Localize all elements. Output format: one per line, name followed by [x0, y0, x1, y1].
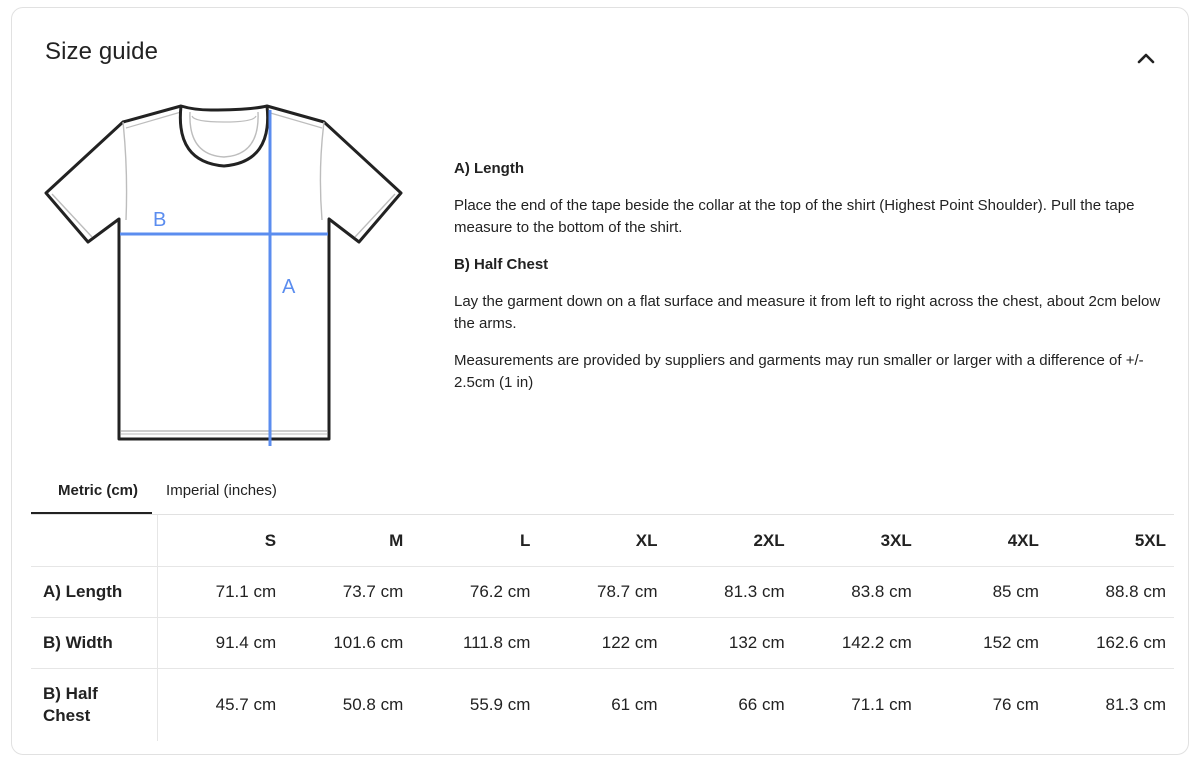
size-table: [31, 515, 1174, 741]
table-cell: 81.3 cm: [666, 567, 793, 618]
table-cell: 85 cm: [920, 567, 1047, 618]
collapse-button[interactable]: [1130, 42, 1162, 74]
table-cell: 111.8 cm: [411, 618, 538, 669]
table-row: [31, 618, 1174, 669]
table-cell: 76 cm: [992, 695, 1039, 714]
chest-text: Lay the garment down on a flat surface and measure it from left to right across the chest, about 2cm below the arms.: [454, 293, 1161, 332]
table-cell: 76.2 cm: [411, 567, 538, 618]
table-cell: 66 cm: [738, 695, 785, 714]
size-header-row: [31, 515, 1174, 567]
chest-heading: B) Half Chest: [454, 256, 549, 273]
panel-title: Size guide: [45, 38, 159, 65]
table-cell: 91.4 cm: [157, 618, 284, 669]
table-cell: 132 cm: [666, 618, 793, 669]
row-label: B) Half Chest: [31, 669, 157, 742]
size-header: 3XL: [793, 515, 920, 567]
table-cell: 73.7 cm: [284, 567, 411, 618]
tshirt-measurement-icon: [42, 100, 406, 450]
table-cell: 50.8 cm: [342, 695, 404, 714]
size-guide-panel: [11, 7, 1189, 755]
row-label: A) Length: [31, 567, 157, 618]
row-label: B) Width: [31, 618, 157, 669]
table-cell: 78.7 cm: [538, 567, 665, 618]
length-label: A: [282, 276, 296, 298]
table-cell: 152 cm: [920, 618, 1047, 669]
table-cell: 88.8 cm: [1047, 567, 1174, 618]
table-cell: 122 cm: [538, 618, 665, 669]
size-header: 4XL: [920, 515, 1047, 567]
size-header: XL: [538, 515, 665, 567]
table-cell: 71.1 cm: [851, 695, 912, 714]
size-header: L: [411, 515, 538, 567]
table-row: [31, 669, 1174, 742]
tshirt-outline: [46, 106, 401, 439]
table-cell: 61 cm: [611, 695, 658, 714]
size-header: 5XL: [1047, 515, 1174, 567]
table-cell: 83.8 cm: [793, 567, 920, 618]
size-header: 2XL: [666, 515, 793, 567]
table-row: [31, 567, 1174, 618]
size-header: M: [284, 515, 411, 567]
table-cell: 71.1 cm: [157, 567, 284, 618]
chevron-up-icon: [1136, 51, 1156, 65]
length-heading: A) Length: [454, 160, 524, 177]
table-cell: 142.2 cm: [793, 618, 920, 669]
table-cell: 55.9 cm: [469, 695, 531, 714]
size-header: S: [157, 515, 284, 567]
table-cell: 101.6 cm: [284, 618, 411, 669]
tab-imperial[interactable]: Imperial (inches): [166, 482, 277, 499]
table-cell: 45.7 cm: [215, 695, 277, 714]
table-cell: 162.6 cm: [1047, 618, 1174, 669]
measurement-note: Measurements are provided by suppliers and garments may run smaller or larger with a difference of +/- 2.5cm (1 in): [454, 352, 1144, 391]
size-table-container: [31, 515, 1174, 741]
tab-metric[interactable]: Metric (cm): [31, 474, 152, 514]
table-cell: 81.3 cm: [1105, 695, 1166, 714]
chest-label: B: [153, 209, 167, 231]
table-corner: [31, 515, 157, 567]
unit-tabs: [31, 474, 291, 514]
measurement-instructions: [454, 158, 1169, 409]
length-text: Place the end of the tape beside the collar at the top of the shirt (Highest Point Shoulder). Pull the tape measure to the bottom of the shirt.: [454, 197, 1135, 236]
